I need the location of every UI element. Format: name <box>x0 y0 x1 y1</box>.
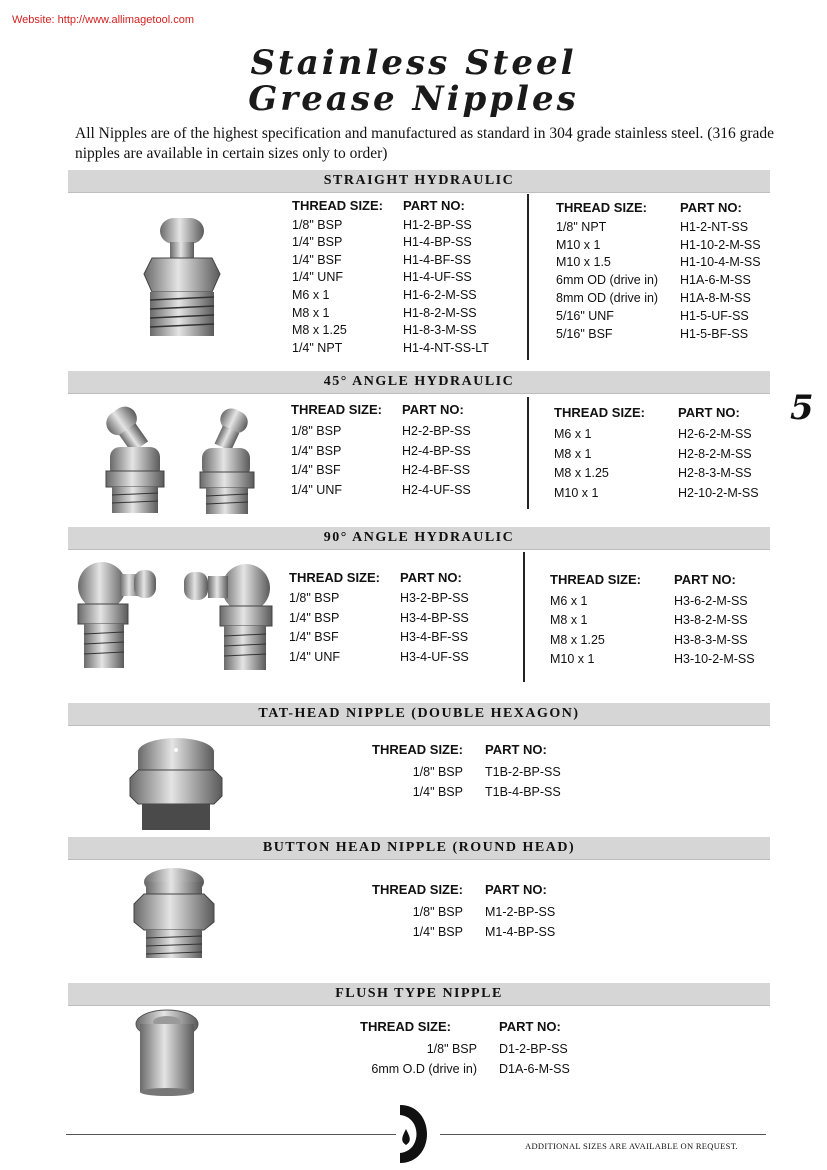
thread-size-cell: 1/8" BSP <box>292 217 343 232</box>
table-header <box>289 570 500 591</box>
table-row <box>556 327 780 345</box>
angle90-nipple-image-left <box>72 560 162 672</box>
table-row <box>372 785 585 806</box>
part-no-cell: H2-8-2-M-SS <box>678 446 752 461</box>
column-divider-straight <box>527 194 529 360</box>
table-row <box>292 235 523 253</box>
table-row <box>292 288 523 306</box>
table-row <box>372 905 585 926</box>
part-no-cell: H2-8-3-M-SS <box>678 466 752 481</box>
table-row <box>289 650 500 669</box>
part-no-cell: D1A-6-M-SS <box>499 1062 570 1076</box>
part-no-header: PART NO: <box>485 742 547 757</box>
website-url[interactable]: Website: http://www.allimagetool.com <box>12 14 194 26</box>
thread-size-header: THREAD SIZE: <box>554 405 645 420</box>
section-band-button-head: BUTTON HEAD NIPPLE (ROUND HEAD) <box>68 837 770 860</box>
thread-size-header: THREAD SIZE: <box>372 742 463 757</box>
thread-size-cell: 1/8" BSP <box>426 1041 477 1056</box>
intro-text: All Nipples are of the highest specification and manufactured as standard in 304 grade stainless steel. (316 grade nipples are available in certain sizes only to order) <box>75 125 774 162</box>
tat-head-nipple-image <box>126 734 226 832</box>
thread-size-cell: M8 x 1 <box>292 305 330 320</box>
table-row <box>289 591 500 610</box>
part-no-cell: H3-8-2-M-SS <box>674 613 748 628</box>
thread-size-cell: M8 x 1.25 <box>292 323 347 338</box>
angle90-table-right <box>550 572 774 672</box>
part-no-header: PART NO: <box>485 882 547 897</box>
thread-size-header: THREAD SIZE: <box>289 570 380 585</box>
thread-size-cell: M10 x 1 <box>556 237 601 252</box>
table-row <box>292 218 523 236</box>
thread-size-cell: 1/4" UNF <box>291 483 342 498</box>
table-header <box>372 742 585 765</box>
part-no-header: PART NO: <box>499 1019 561 1034</box>
table-header <box>360 1019 599 1042</box>
tat-table <box>372 742 585 806</box>
thread-size-header: THREAD SIZE: <box>556 200 647 215</box>
table-row <box>292 306 523 324</box>
table-header <box>292 198 523 218</box>
button-head-nipple-image <box>132 864 216 960</box>
footer-rule-right <box>440 1134 766 1135</box>
table-row <box>554 466 778 486</box>
table-row <box>556 309 780 327</box>
part-no-cell: H1-4-NT-SS-LT <box>403 340 489 355</box>
angle90-nipple-image-right <box>180 562 276 674</box>
thread-size-cell: 1/8" BSP <box>412 904 463 919</box>
button-table <box>372 882 585 946</box>
part-no-cell: H2-10-2-M-SS <box>678 486 759 501</box>
thread-size-cell: 1/8" BSP <box>291 423 342 438</box>
part-no-cell: H3-2-BP-SS <box>400 591 469 606</box>
table-row <box>550 652 774 672</box>
thread-size-cell: 1/4" NPT <box>292 340 343 355</box>
thread-size-cell: 1/4" BSF <box>292 252 342 267</box>
part-no-header: PART NO: <box>400 570 462 585</box>
page-title-line-1: Stainless Steel <box>250 43 577 83</box>
table-header <box>372 882 585 905</box>
part-no-cell: M1-4-BP-SS <box>485 925 556 939</box>
part-no-cell: H1-4-BP-SS <box>403 235 472 250</box>
part-no-cell: H1-10-4-M-SS <box>680 255 761 270</box>
table-header <box>291 402 502 424</box>
angle45-table-right <box>554 405 778 506</box>
column-divider-90 <box>523 552 525 682</box>
angle45-nipple-image-front <box>96 405 176 515</box>
straight-table-left <box>292 198 523 358</box>
table-row <box>550 613 774 633</box>
table-row <box>554 447 778 467</box>
part-no-cell: T1B-4-BP-SS <box>485 785 561 799</box>
thread-size-header: THREAD SIZE: <box>360 1019 451 1034</box>
part-no-cell: D1-2-BP-SS <box>499 1041 568 1056</box>
thread-size-cell: 8mm OD (drive in) <box>556 290 659 305</box>
part-no-cell: H2-4-UF-SS <box>402 483 471 498</box>
part-no-cell: H3-4-BF-SS <box>400 630 469 645</box>
part-no-cell: H2-4-BP-SS <box>402 443 471 458</box>
thread-size-cell: M8 x 1.25 <box>550 632 605 647</box>
thread-size-cell: 1/8" NPT <box>556 219 607 234</box>
table-row <box>292 270 523 288</box>
thread-size-cell: 1/4" BSF <box>289 630 339 645</box>
table-row <box>291 483 502 503</box>
thread-size-cell: 1/4" BSP <box>291 443 342 458</box>
thread-size-header: THREAD SIZE: <box>292 198 383 213</box>
part-no-cell: H1-2-BP-SS <box>403 217 472 232</box>
part-no-cell: H1-8-3-M-SS <box>403 323 477 338</box>
part-no-cell: H3-4-UF-SS <box>400 649 469 664</box>
table-header <box>550 572 774 594</box>
part-no-cell: H3-10-2-M-SS <box>674 652 755 667</box>
flush-table <box>360 1019 599 1083</box>
table-row <box>289 630 500 649</box>
section-band-tat-head: TAT-HEAD NIPPLE (DOUBLE HEXAGON) <box>68 703 770 726</box>
thread-size-cell: 1/4" BSP <box>412 785 463 799</box>
table-row <box>291 444 502 464</box>
table-row <box>360 1042 599 1063</box>
table-row <box>372 925 585 946</box>
thread-size-cell: 1/4" BSF <box>291 463 341 478</box>
angle45-nipple-image-side <box>196 408 266 516</box>
part-no-cell: H1-6-2-M-SS <box>403 287 477 302</box>
table-row <box>554 427 778 447</box>
straight-table-right <box>556 200 780 344</box>
thread-size-cell: 1/4" UNF <box>292 270 343 285</box>
thread-size-cell: 5/16" BSF <box>556 326 613 341</box>
table-header <box>556 200 780 220</box>
table-row <box>360 1062 599 1083</box>
thread-size-cell: 1/4" UNF <box>289 649 340 664</box>
thread-size-cell: 5/16" UNF <box>556 308 614 323</box>
part-no-cell: H1-10-2-M-SS <box>680 237 761 252</box>
part-no-cell: H1A-6-M-SS <box>680 273 751 288</box>
part-no-cell: H2-4-BF-SS <box>402 463 471 478</box>
table-row <box>554 486 778 506</box>
table-row <box>550 594 774 614</box>
part-no-header: PART NO: <box>674 572 736 587</box>
part-no-cell: M1-2-BP-SS <box>485 904 556 919</box>
thread-size-cell: M6 x 1 <box>554 426 592 441</box>
part-no-cell: H1-4-UF-SS <box>403 270 472 285</box>
column-divider-45 <box>527 397 529 509</box>
part-no-cell: H1-5-BF-SS <box>680 326 749 341</box>
thread-size-cell: 1/4" BSP <box>292 235 343 250</box>
part-no-header: PART NO: <box>402 402 464 417</box>
thread-size-cell: 1/8" BSP <box>289 591 340 606</box>
thread-size-cell: M10 x 1 <box>554 486 599 501</box>
thread-size-header: THREAD SIZE: <box>291 402 382 417</box>
table-row <box>550 633 774 653</box>
thread-size-cell: M8 x 1.25 <box>554 466 609 481</box>
part-no-cell: H3-4-BP-SS <box>400 610 469 625</box>
page-number: 5 <box>790 388 814 428</box>
part-no-header: PART NO: <box>403 198 465 213</box>
thread-size-cell: 6mm OD (drive in) <box>556 273 659 288</box>
thread-size-cell: M10 x 1.5 <box>556 255 611 270</box>
thread-size-cell: M8 x 1 <box>554 446 592 461</box>
thread-size-cell: 1/4" BSP <box>412 925 463 939</box>
part-no-cell: H1-2-NT-SS <box>680 219 749 234</box>
thread-size-cell: 1/8" BSP <box>412 764 463 779</box>
part-no-cell: H1-4-BF-SS <box>403 252 472 267</box>
part-no-cell: H1A-8-M-SS <box>680 290 751 305</box>
drop-logo-icon <box>396 1103 436 1165</box>
footer-rule-left <box>66 1134 396 1135</box>
table-row <box>289 611 500 630</box>
part-no-cell: H1-5-UF-SS <box>680 308 749 323</box>
angle45-table-left <box>291 402 502 503</box>
table-row <box>556 255 780 273</box>
table-header <box>554 405 778 427</box>
table-row <box>292 253 523 271</box>
footer-note: ADDITIONAL SIZES ARE AVAILABLE ON REQUEST. <box>525 1141 738 1151</box>
table-row <box>556 238 780 256</box>
section-band-45-angle: 45° ANGLE HYDRAULIC <box>68 371 770 394</box>
table-row <box>556 220 780 238</box>
thread-size-cell: 1/4" BSP <box>289 610 340 625</box>
table-row <box>372 765 585 786</box>
angle90-table-left <box>289 570 500 669</box>
table-row <box>291 424 502 444</box>
part-no-header: PART NO: <box>678 405 740 420</box>
thread-size-header: THREAD SIZE: <box>550 572 641 587</box>
flush-nipple-image <box>134 1008 200 1096</box>
thread-size-cell: 6mm O.D (drive in) <box>371 1062 477 1076</box>
straight-nipple-image <box>130 214 230 344</box>
table-row <box>292 341 523 359</box>
part-no-cell: T1B-2-BP-SS <box>485 764 561 779</box>
thread-size-header: THREAD SIZE: <box>372 882 463 897</box>
thread-size-cell: M6 x 1 <box>550 593 588 608</box>
thread-size-cell: M10 x 1 <box>550 652 595 667</box>
thread-size-cell: M6 x 1 <box>292 287 330 302</box>
table-row <box>291 463 502 483</box>
part-no-header: PART NO: <box>680 200 742 215</box>
part-no-cell: H2-2-BP-SS <box>402 423 471 438</box>
section-band-straight: STRAIGHT HYDRAULIC <box>68 170 770 193</box>
table-row <box>556 273 780 291</box>
section-band-90-angle: 90° ANGLE HYDRAULIC <box>68 527 770 550</box>
part-no-cell: H3-6-2-M-SS <box>674 593 748 608</box>
table-row <box>292 323 523 341</box>
page-title-line-2: Grease Nipples <box>248 79 579 119</box>
section-band-flush: FLUSH TYPE NIPPLE <box>68 983 770 1006</box>
part-no-cell: H3-8-3-M-SS <box>674 632 748 647</box>
part-no-cell: H2-6-2-M-SS <box>678 426 752 441</box>
table-row <box>556 291 780 309</box>
thread-size-cell: M8 x 1 <box>550 613 588 628</box>
part-no-cell: H1-8-2-M-SS <box>403 305 477 320</box>
